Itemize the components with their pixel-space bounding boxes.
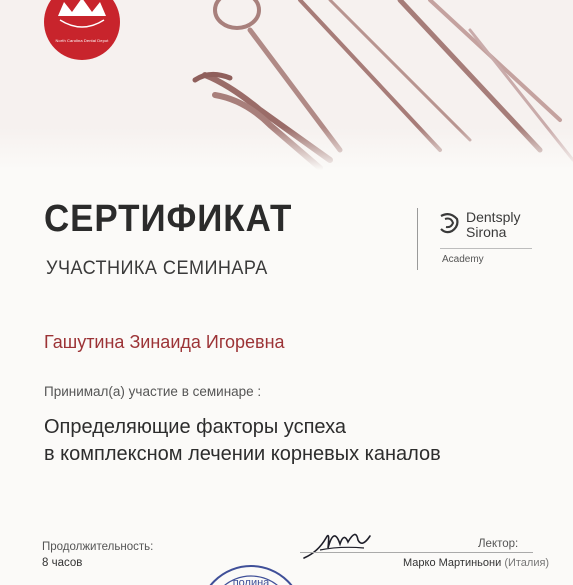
brand-academy: Academy: [442, 254, 484, 265]
lecturer-country: (Италия): [504, 557, 550, 569]
brand-underline: [440, 248, 532, 249]
certificate-subtitle: УЧАСТНИКА СЕМИНАРА: [46, 258, 268, 279]
participant-name: Гашутина Зинаида Игоревна: [44, 332, 285, 352]
organizer-logo-caption: North Carolina Dental Depot: [55, 38, 109, 43]
brand-divider: [417, 208, 418, 270]
stamp-text: полина: [232, 577, 270, 585]
dentsply-sirona-icon: [438, 212, 460, 234]
seminar-title: [44, 414, 441, 468]
organizer-logo: [36, 0, 128, 66]
brand-name-line2: Sirona: [466, 224, 507, 240]
seminar-title-line2: в комплексном лечении корневых каналов: [44, 443, 441, 465]
duration-value: 8 часов: [42, 557, 83, 569]
lecturer-label: Лектор:: [478, 538, 519, 550]
lecturer-signature: [300, 518, 380, 564]
brand-name-line1: Dentsply: [466, 209, 521, 225]
duration-label: Продолжительность:: [42, 541, 154, 553]
participation-intro: Принимал(а) участие в семинаре :: [44, 384, 262, 399]
signature-line: [300, 552, 533, 553]
official-stamp: [196, 560, 306, 585]
certificate-title: СЕРТИФИКАТ: [44, 198, 293, 240]
lecturer-name-block: [403, 557, 549, 569]
seminar-title-line1: Определяющие факторы успеха: [44, 416, 346, 438]
lecturer-name: Марко Мартиньони: [403, 557, 502, 569]
